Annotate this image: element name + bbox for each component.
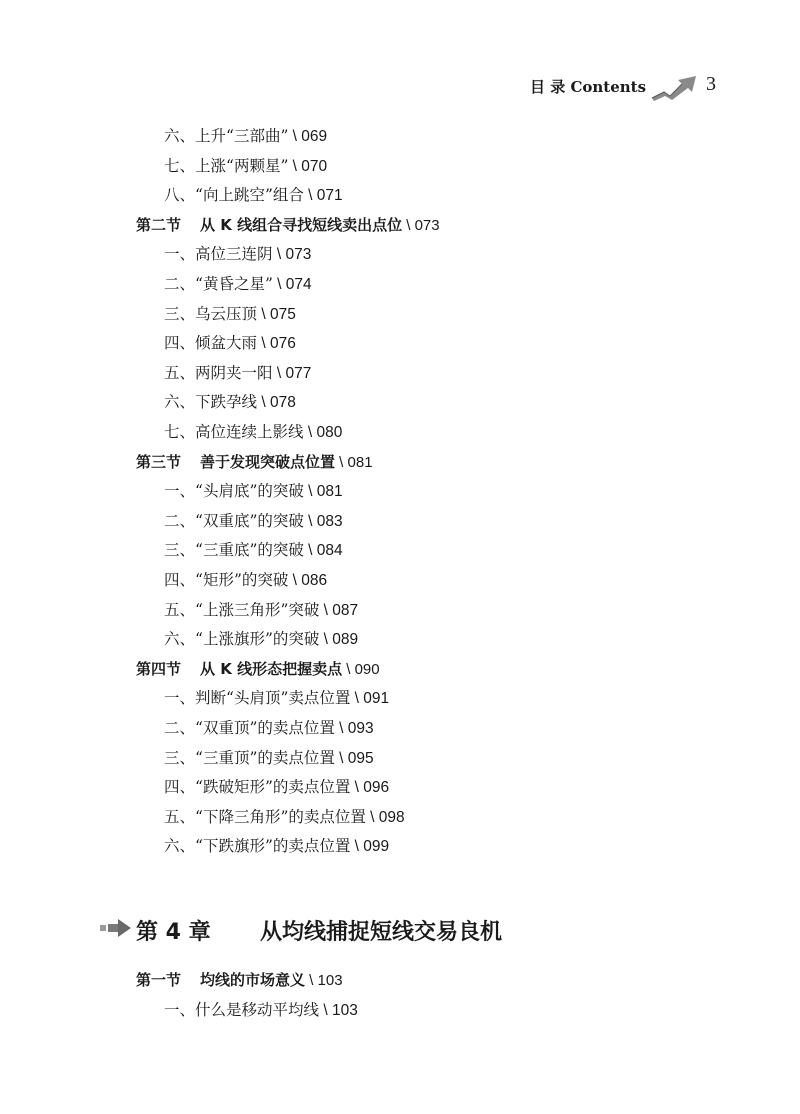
section-title: 从 K 线形态把握卖点 bbox=[200, 659, 343, 678]
toc-item-entry bbox=[164, 363, 311, 384]
page-ref: 077 bbox=[285, 364, 312, 382]
page-ref: 076 bbox=[269, 335, 296, 353]
toc-item-entry bbox=[164, 718, 374, 739]
chapter-title: 从均线捕捉短线交易良机 bbox=[260, 920, 503, 945]
toc-item-entry bbox=[164, 836, 389, 857]
item-title: “三重底”的突破 bbox=[195, 541, 304, 560]
separator: \ bbox=[350, 690, 364, 708]
separator: \ bbox=[319, 631, 333, 649]
item-title: 倾盆大雨 bbox=[195, 334, 258, 353]
arrow-right-icon bbox=[100, 918, 132, 938]
running-header bbox=[520, 70, 760, 104]
toc-item-entry bbox=[164, 807, 405, 828]
separator: \ bbox=[334, 720, 348, 737]
item-prefix: 五、 bbox=[164, 600, 196, 619]
item-title: “双重底”的突破 bbox=[195, 511, 304, 530]
item-prefix: 六、 bbox=[164, 837, 196, 856]
toc-item-entry bbox=[164, 600, 358, 621]
item-title: 两阴夹一阳 bbox=[195, 363, 273, 382]
section-label: 第三节 bbox=[136, 452, 182, 471]
item-prefix: 一、 bbox=[164, 245, 196, 264]
toc-item-entry bbox=[164, 422, 342, 443]
page-ref: 095 bbox=[347, 749, 374, 767]
toc-section-entry bbox=[136, 215, 440, 236]
header-title: 目 录 Contents bbox=[530, 78, 647, 96]
page-ref: 090 bbox=[354, 660, 380, 678]
toc-item-entry bbox=[164, 126, 327, 147]
toc-item-entry bbox=[164, 748, 374, 769]
item-title: “三重顶”的卖点位置 bbox=[195, 748, 335, 767]
item-prefix: 八、 bbox=[164, 186, 196, 205]
page-ref: 081 bbox=[316, 483, 343, 501]
item-prefix: 四、 bbox=[164, 778, 196, 797]
item-title: 下跌孕线 bbox=[195, 393, 258, 412]
item-prefix: 三、 bbox=[164, 304, 196, 323]
toc-item-entry bbox=[164, 481, 343, 502]
page-ref: 073 bbox=[285, 246, 312, 264]
item-prefix: 四、 bbox=[164, 334, 196, 353]
separator: \ bbox=[350, 838, 364, 856]
separator: \ bbox=[272, 364, 286, 382]
item-title: “上涨旗形”的突破 bbox=[195, 630, 320, 649]
item-prefix: 七、 bbox=[164, 423, 196, 441]
stock-arrow-icon bbox=[650, 72, 702, 102]
item-title: “双重顶”的卖点位置 bbox=[195, 719, 335, 737]
item-title: 乌云压顶 bbox=[195, 304, 258, 323]
toc-item-entry bbox=[164, 629, 358, 650]
page-ref: 098 bbox=[378, 808, 405, 826]
separator: \ bbox=[303, 512, 317, 530]
separator: \ bbox=[257, 394, 270, 412]
item-prefix: 二、 bbox=[164, 511, 196, 530]
separator: \ bbox=[257, 335, 270, 353]
separator: \ bbox=[365, 808, 379, 826]
toc-item-entry bbox=[164, 274, 312, 295]
page-ref: 080 bbox=[316, 424, 343, 441]
page-ref: 103 bbox=[331, 1002, 358, 1019]
item-prefix: 一、 bbox=[164, 1001, 196, 1019]
toc-item-entry bbox=[164, 244, 311, 265]
page-ref: 099 bbox=[363, 838, 390, 856]
separator: \ bbox=[257, 305, 270, 323]
separator: \ bbox=[303, 483, 317, 501]
separator: \ bbox=[402, 216, 415, 234]
page-ref: 073 bbox=[414, 216, 440, 234]
toc-item-entry bbox=[164, 688, 389, 709]
separator: \ bbox=[319, 1002, 332, 1019]
item-prefix: 六、 bbox=[164, 127, 196, 145]
separator: \ bbox=[272, 246, 286, 264]
section-title: 均线的市场意义 bbox=[200, 971, 306, 989]
chapter-label: 第 4 章 bbox=[136, 920, 211, 945]
item-title: 上涨“两颗星” bbox=[195, 156, 289, 175]
page-ref: 074 bbox=[285, 276, 312, 293]
toc-item-entry bbox=[164, 511, 343, 532]
separator: \ bbox=[288, 128, 302, 145]
item-prefix: 一、 bbox=[164, 689, 196, 708]
separator: \ bbox=[305, 972, 318, 989]
section-label: 第一节 bbox=[136, 971, 182, 989]
separator: \ bbox=[319, 601, 333, 619]
item-prefix: 一、 bbox=[164, 482, 196, 501]
separator: \ bbox=[272, 276, 286, 293]
section-title: 善于发现突破点位置 bbox=[200, 452, 336, 471]
item-title: “上涨三角形”突破 bbox=[195, 600, 320, 619]
item-prefix: 三、 bbox=[164, 748, 196, 767]
item-title: “黄昏之星” bbox=[195, 275, 273, 293]
item-prefix: 五、 bbox=[164, 363, 196, 382]
toc-section-entry bbox=[136, 659, 380, 680]
separator: \ bbox=[288, 157, 302, 175]
page-ref: 070 bbox=[301, 157, 328, 175]
toc-item-entry bbox=[164, 304, 296, 325]
item-title: “矩形”的突破 bbox=[195, 571, 289, 589]
toc-item-entry bbox=[164, 156, 327, 177]
page-ref: 089 bbox=[332, 631, 359, 649]
page-number: 3 bbox=[706, 73, 716, 95]
separator: \ bbox=[303, 187, 317, 205]
separator: \ bbox=[303, 542, 317, 560]
page-ref: 081 bbox=[347, 453, 373, 471]
item-prefix: 六、 bbox=[164, 393, 196, 412]
page-ref: 078 bbox=[269, 394, 296, 412]
item-prefix: 五、 bbox=[164, 807, 196, 826]
separator: \ bbox=[342, 660, 355, 678]
page-ref: 087 bbox=[332, 601, 359, 619]
toc-item-entry bbox=[164, 333, 296, 354]
toc-item-entry bbox=[164, 1000, 358, 1021]
page-ref: 086 bbox=[301, 572, 328, 589]
item-title: 高位连续上影线 bbox=[195, 423, 304, 441]
item-title: “下降三角形”的卖点位置 bbox=[195, 807, 366, 826]
separator: \ bbox=[334, 749, 348, 767]
section-label: 第二节 bbox=[136, 215, 182, 234]
page-ref: 096 bbox=[363, 779, 390, 797]
item-prefix: 二、 bbox=[164, 275, 196, 293]
separator: \ bbox=[303, 424, 317, 441]
separator: \ bbox=[350, 779, 364, 797]
page-ref: 075 bbox=[269, 305, 296, 323]
page-ref: 069 bbox=[301, 128, 328, 145]
toc-item-entry bbox=[164, 540, 343, 561]
item-prefix: 七、 bbox=[164, 156, 196, 175]
page-ref: 071 bbox=[316, 187, 343, 205]
item-prefix: 二、 bbox=[164, 719, 196, 737]
item-title: 判断“头肩顶”卖点位置 bbox=[195, 689, 351, 708]
page-ref: 103 bbox=[317, 972, 343, 989]
item-title: “向上跳空”组合 bbox=[195, 186, 304, 205]
toc-section-entry bbox=[136, 970, 343, 991]
page-ref: 083 bbox=[316, 512, 343, 530]
page-ref: 093 bbox=[347, 720, 374, 737]
item-title: 什么是移动平均线 bbox=[195, 1001, 320, 1019]
toc-item-entry bbox=[164, 185, 343, 206]
toc-item-entry bbox=[164, 777, 389, 798]
separator: \ bbox=[335, 453, 348, 471]
toc-section-entry bbox=[136, 452, 373, 473]
item-title: “头肩底”的突破 bbox=[195, 482, 304, 501]
item-title: 高位三连阴 bbox=[195, 245, 273, 264]
separator: \ bbox=[288, 572, 302, 589]
item-prefix: 三、 bbox=[164, 541, 196, 560]
section-title: 从 K 线组合寻找短线卖出点位 bbox=[200, 215, 403, 234]
item-title: 上升“三部曲” bbox=[195, 127, 289, 145]
toc-item-entry bbox=[164, 570, 327, 591]
item-title: “下跌旗形”的卖点位置 bbox=[195, 837, 351, 856]
section-label: 第四节 bbox=[136, 659, 182, 678]
item-prefix: 四、 bbox=[164, 571, 196, 589]
item-title: “跌破矩形”的卖点位置 bbox=[195, 778, 351, 797]
item-prefix: 六、 bbox=[164, 630, 196, 649]
page-ref: 084 bbox=[316, 542, 343, 560]
page-ref: 091 bbox=[363, 690, 390, 708]
toc-item-entry bbox=[164, 392, 296, 413]
